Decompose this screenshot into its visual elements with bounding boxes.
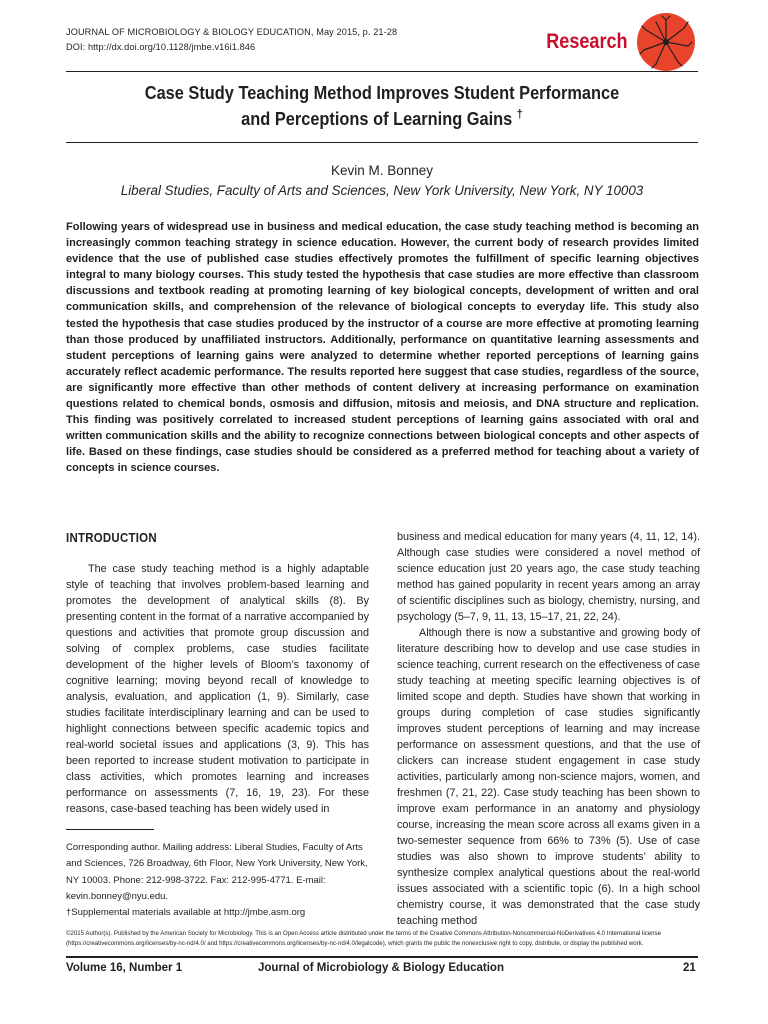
title-line-2: and Perceptions of Learning Gains † xyxy=(241,107,523,130)
title-line-1: Case Study Teaching Method Improves Student Performance xyxy=(144,83,620,103)
abstract-text: Following years of widespread use in business and medical education, the case study teaching method is becoming an increasingly common teaching strategy in science education. However, the current body of research provides limited evidence that the use of published case studies effectively promotes the fulfillment of specific learning objectives integral to many biology courses. This study tested the hypothesis that case studies are more effective than classroom discussions and textbook reading at promoting learning of key biological concepts, development of written and oral communication skills, and comprehension of the relevance of biological concepts to everyday life. This study also tested the hypothesis that case studies produced by the instructor of a course are more effective at promoting learning than those produced by unaffiliated instructors. Additionally, performance on quantitative learning assessments and student perceptions of learning gains were analyzed to determine whether reported perceptions of learning gains accurately reflect academic performance. The results reported here suggest that case studies, regardless of the source, are significantly more effective than other methods of content delivery at increasing performance on examination questions related to chemical bonds, osmosis and diffusion, mitosis and meiosis, and DNA structure and replication. This finding was positively correlated to increased student perceptions of learning gains associated with oral and written communication skills and the ability to recognize connections between biological concepts and other aspects of life. Based on these findings, case studies should be considered as a preferred method for teaching about a variety of concepts in science courses. xyxy=(66,221,699,475)
footer-journal: Journal of Microbiology & Biology Education xyxy=(258,962,504,974)
footnote-rule xyxy=(66,829,154,830)
title-dagger: † xyxy=(516,107,523,121)
microbe-logo-icon xyxy=(634,10,698,74)
journal-citation: JOURNAL OF MICROBIOLOGY & BIOLOGY EDUCATION, May 2015, p. 21-28 xyxy=(66,27,398,37)
title-rule xyxy=(66,142,698,143)
page-number: 21 xyxy=(683,962,696,974)
column-left xyxy=(66,561,369,817)
footer-volume: Volume 16, Number 1 xyxy=(66,962,183,974)
section-label: Research xyxy=(546,30,628,53)
intro-paragraph-1-continued: business and medical education for many years (4, 11, 12, 14). Although case studies were considered a novel method of science education just 20 years ago, the case study teaching method has gained popularity in recent years among an array of scientific disciplines such as biology, chemistry, nursing, and psychology (5–7, 9, 11, 13, 15–17, 21, 22, 24). xyxy=(397,531,700,623)
intro-paragraph-1: The case study teaching method is a highly adaptable style of teaching that involves problem-based learning and promotes the development of analytical skills (8). By presenting content in the format of a narrative accompanied by questions and activities that promote group discussion and solving of complex problems, case studies facilitate development of the higher levels of Bloom’s taxonomy of cognitive learning; moving beyond recall of knowledge to analysis, evaluation, and application (1, 9). Similarly, case studies facilitate interdisciplinary learning and can be used to highlight connections between specific academic topics and real-world societal issues and applications (3, 9). This has been reported to increase student motivation to participate in class activities, which promotes learning and increases performance on assessments (7, 16, 19, 23). For these reasons, case-based teaching has been widely used in xyxy=(66,563,369,815)
header-rule xyxy=(66,71,698,72)
article-title xyxy=(98,83,667,130)
doi-link[interactable]: DOI: http://dx.doi.org/10.1128/jmbe.v16i1.846 xyxy=(66,42,256,52)
abstract xyxy=(66,219,699,477)
section-heading-introduction: INTRODUCTION xyxy=(66,530,157,545)
author-name: Kevin M. Bonney xyxy=(330,163,434,178)
license-text: ©2015 Author(s). Published by the American Society for Microbiology. This is an Open Access article distributed under the terms of the Creative Commons Attribution-Noncommercial-NoDerivatives 4.0 International license (https://creativecommons.org/licenses/by-nc-nd/4.0/ and https://creativecommons.org/licenses/by-nc-nd/4.0/legalcode), which grants the public the nonexclusive right to copy, distribute, or display the published work. xyxy=(66,930,661,947)
footnotes xyxy=(66,840,370,921)
corresponding-author-note: Corresponding author. Mailing address: Liberal Studies, Faculty of Arts and Sciences, 726 Broadway, 6th Floor, New York University, New York, NY 10003. Phone: 212-998-3722. Fax: 212-995-4771. E-mail: kevin.bonney@nyu.edu. xyxy=(66,842,368,902)
column-right xyxy=(397,529,700,929)
author-affiliation: Liberal Studies, Faculty of Arts and Sciences, New York University, New York, NY 10003 xyxy=(120,183,644,198)
supplemental-note: †Supplemental materials available at http://jmbe.asm.org xyxy=(66,907,306,919)
footer-rule xyxy=(66,956,698,958)
intro-paragraph-2: Although there is now a substantive and growing body of literature describing how to develop and use case studies in science teaching, current research on the effectiveness of case study teaching at meeting specific learning objectives is of limited scope and depth. Studies have shown that working in groups during completion of case studies significantly improves student perceptions of learning and may increase performance on assessment questions, and that the use of clickers can increase student engagement in case study activities, particularly among non-science majors, women, and freshmen (7, 21, 22). Case study teaching has been shown to improve exam performance in an anatomy and physiology course, increasing the mean score across all exams given in a two-semester sequence from 66% to 73% (5). Use of case studies was also shown to improve students’ ability to synthesize complex analytical questions about the real-world issues associated with a scientific topic (6). In a high school chemistry course, it was demonstrated that the case study teaching method xyxy=(397,627,700,927)
